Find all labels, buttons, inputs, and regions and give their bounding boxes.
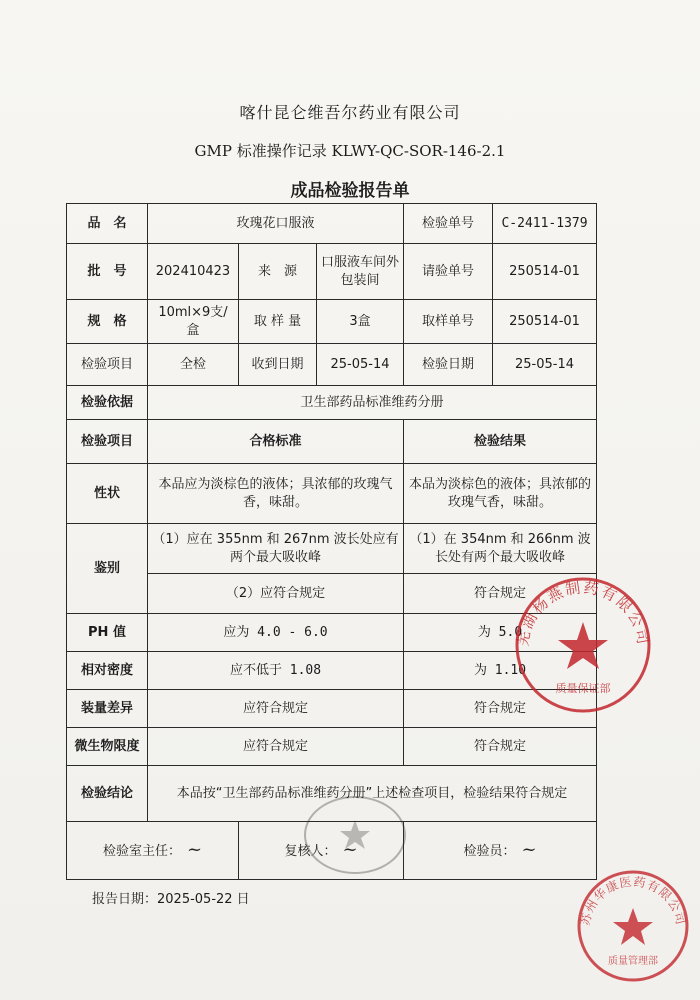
ph-result: 为 5.0 xyxy=(404,614,597,652)
identification-result-1: （1）在 354nm 和 266nm 波长处有两个最大吸收峰 xyxy=(404,524,597,574)
basis-value: 卫生部药品标准维药分册 xyxy=(148,386,597,420)
sample-qty-value: 3盒 xyxy=(317,300,404,344)
seal2-ring-text: 苏州华康医药有限公司 xyxy=(578,874,688,927)
inspector-label: 检验员： xyxy=(463,844,516,860)
header-standard: 合格标准 xyxy=(148,420,404,464)
insp-no-label: 检验单号 xyxy=(404,204,493,244)
appearance-standard: 本品应为淡棕色的液体；具浓郁的玫瑰气香，味甜。 xyxy=(148,464,404,524)
req-no-value: 250514-01 xyxy=(493,244,597,300)
sop-title: GMP 标准操作记录 KLWY-QC-SOR-146-2.1 xyxy=(194,142,506,160)
appearance-result: 本品为淡棕色的液体；具浓郁的玫瑰气香，味甜。 xyxy=(404,464,597,524)
sample-no-value: 250514-01 xyxy=(493,300,597,344)
source-value: 口服液车间外包装间 xyxy=(317,244,404,300)
info-row-spec xyxy=(67,300,597,344)
info-row-product xyxy=(67,204,597,244)
lab-head-label: 检验室主任： xyxy=(102,844,181,860)
density-result: 为 1.10 xyxy=(404,652,597,690)
insp-no-value: C-2411-1379 xyxy=(493,204,597,244)
info-row-batch xyxy=(67,244,597,300)
report-date: 报告日期：2025-05-22 日 xyxy=(92,892,250,907)
identification-standard-1: （1）应在 355nm 和 267nm 波长处应有两个最大吸收峰 xyxy=(148,524,404,574)
spec-label: 规 格 xyxy=(67,300,148,344)
row-appearance xyxy=(67,464,597,524)
conclusion-text: 本品按“卫生部药品标准维药分册”上述检查项目，检验结果符合规定 xyxy=(148,766,597,822)
sample-qty-label: 取 样 量 xyxy=(239,300,317,344)
batch-value: 202410423 xyxy=(148,244,239,300)
inspection-report-table xyxy=(66,203,597,880)
item-value: 全检 xyxy=(148,344,239,386)
header-item: 检验项目 xyxy=(67,420,148,464)
fill-standard: 应符合规定 xyxy=(148,690,404,728)
spec-value: 10ml×9支/盒 xyxy=(148,300,239,344)
micro-result: 符合规定 xyxy=(404,728,597,766)
product-label: 品 名 xyxy=(67,204,148,244)
fill-result: 符合规定 xyxy=(404,690,597,728)
reviewer-signature: ~ xyxy=(342,839,358,861)
row-identification-1 xyxy=(67,524,597,574)
header-result: 检验结果 xyxy=(404,420,597,464)
distributor-seal-stamp xyxy=(573,866,693,986)
received-value: 25-05-14 xyxy=(317,344,404,386)
column-header-row xyxy=(67,420,597,464)
req-no-label: 请验单号 xyxy=(404,244,493,300)
insp-date-label: 检验日期 xyxy=(404,344,493,386)
micro-standard: 应符合规定 xyxy=(148,728,404,766)
sample-no-label: 取样单号 xyxy=(404,300,493,344)
lab-head-signature: ~ xyxy=(186,839,203,861)
product-value: 玫瑰花口服液 xyxy=(148,204,404,244)
received-label: 收到日期 xyxy=(239,344,317,386)
source-label: 来 源 xyxy=(239,244,317,300)
identification-result-2: 符合规定 xyxy=(404,574,597,614)
insp-date-value: 25-05-14 xyxy=(493,344,597,386)
company-name: 喀什昆仑维吾尔药业有限公司 xyxy=(239,103,461,122)
qc-seal-stamp xyxy=(300,790,410,880)
inspector-cell xyxy=(404,822,597,880)
item-label: 检验项目 xyxy=(67,344,148,386)
conclusion-name: 检验结论 xyxy=(67,766,148,822)
lab-head-cell xyxy=(67,822,239,880)
appearance-name: 性状 xyxy=(67,464,148,524)
micro-name: 微生物限度 xyxy=(67,728,148,766)
basis-row xyxy=(67,386,597,420)
batch-label: 批 号 xyxy=(67,244,148,300)
density-standard: 应不低于 1.08 xyxy=(148,652,404,690)
reviewer-label: 复核人： xyxy=(284,844,337,860)
fill-name: 装量差异 xyxy=(67,690,148,728)
basis-label: 检验依据 xyxy=(67,386,148,420)
identification-standard-2: （2）应符合规定 xyxy=(148,574,404,614)
ph-standard: 应为 4.0 - 6.0 xyxy=(148,614,404,652)
row-micro xyxy=(67,728,597,766)
density-name: 相对密度 xyxy=(67,652,148,690)
report-title: 成品检验报告单 xyxy=(290,181,410,201)
identification-name: 鉴别 xyxy=(67,524,148,614)
inspector-signature: ~ xyxy=(521,839,537,861)
company-seal-stamp xyxy=(508,570,658,720)
info-row-item xyxy=(67,344,597,386)
seal1-sub-text: 质量保证部 xyxy=(555,682,611,695)
seal1-ring-text: 芜湖杨燕制药有限公司 xyxy=(513,578,653,648)
ph-name: PH 值 xyxy=(67,614,148,652)
seal2-sub-text: 质量管理部 xyxy=(608,956,658,967)
